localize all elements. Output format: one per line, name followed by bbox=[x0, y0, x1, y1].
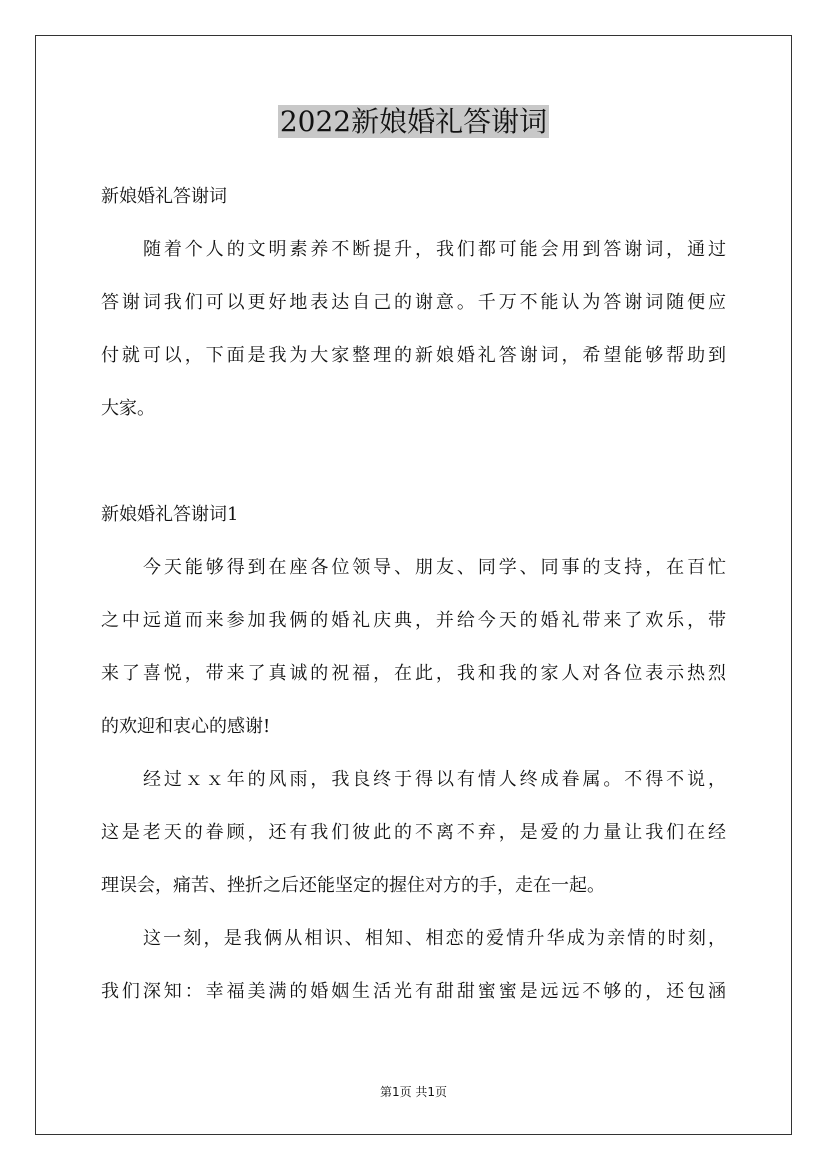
intro-line: 答谢词我们可以更好地表达自己的谢意。千万不能认为答谢词随便应 bbox=[101, 292, 726, 313]
subtitle: 新娘婚礼答谢词 bbox=[101, 186, 227, 207]
intro-line: 大家。 bbox=[101, 398, 155, 419]
paragraph-line: 我们深知：幸福美满的婚姻生活光有甜甜蜜蜜是远远不够的，还包涵 bbox=[101, 981, 726, 1002]
document-body bbox=[101, 170, 726, 1018]
paragraph-line: 之中远道而来参加我俩的婚礼庆典，并给今天的婚礼带来了欢乐，带 bbox=[101, 610, 726, 631]
paragraph-line: 这一刻，是我俩从相识、相知、相恋的爱情升华成为亲情的时刻， bbox=[143, 928, 726, 949]
page-footer: 第1页 共1页 bbox=[379, 1085, 448, 1099]
paragraph-line: 理误会，痛苦、挫折之后还能坚定的握住对方的手，走在一起。 bbox=[101, 875, 605, 896]
paragraph-line: 来了喜悦，带来了真诚的祝福，在此，我和我的家人对各位表示热烈 bbox=[101, 663, 726, 684]
section-heading: 新娘婚礼答谢词1 bbox=[101, 504, 239, 525]
paragraph-line: 今天能够得到在座各位领导、朋友、同学、同事的支持，在百忙 bbox=[143, 557, 726, 578]
intro-line: 付就可以，下面是我为大家整理的新娘婚礼答谢词，希望能够帮助到 bbox=[101, 345, 726, 366]
intro-line: 随着个人的文明素养不断提升，我们都可能会用到答谢词，通过 bbox=[143, 239, 726, 260]
paragraph-line: 经过ｘｘ年的风雨，我良终于得以有情人终成眷属。不得不说， bbox=[143, 769, 726, 790]
document-title bbox=[0, 98, 827, 146]
document-title-text: 2022新娘婚礼答谢词 bbox=[279, 105, 548, 138]
paragraph-line: 这是老天的眷顾，还有我们彼此的不离不弃，是爱的力量让我们在经 bbox=[101, 822, 726, 843]
paragraph-line: 的欢迎和衷心的感谢! bbox=[101, 716, 271, 737]
paragraph-gap bbox=[101, 435, 726, 488]
